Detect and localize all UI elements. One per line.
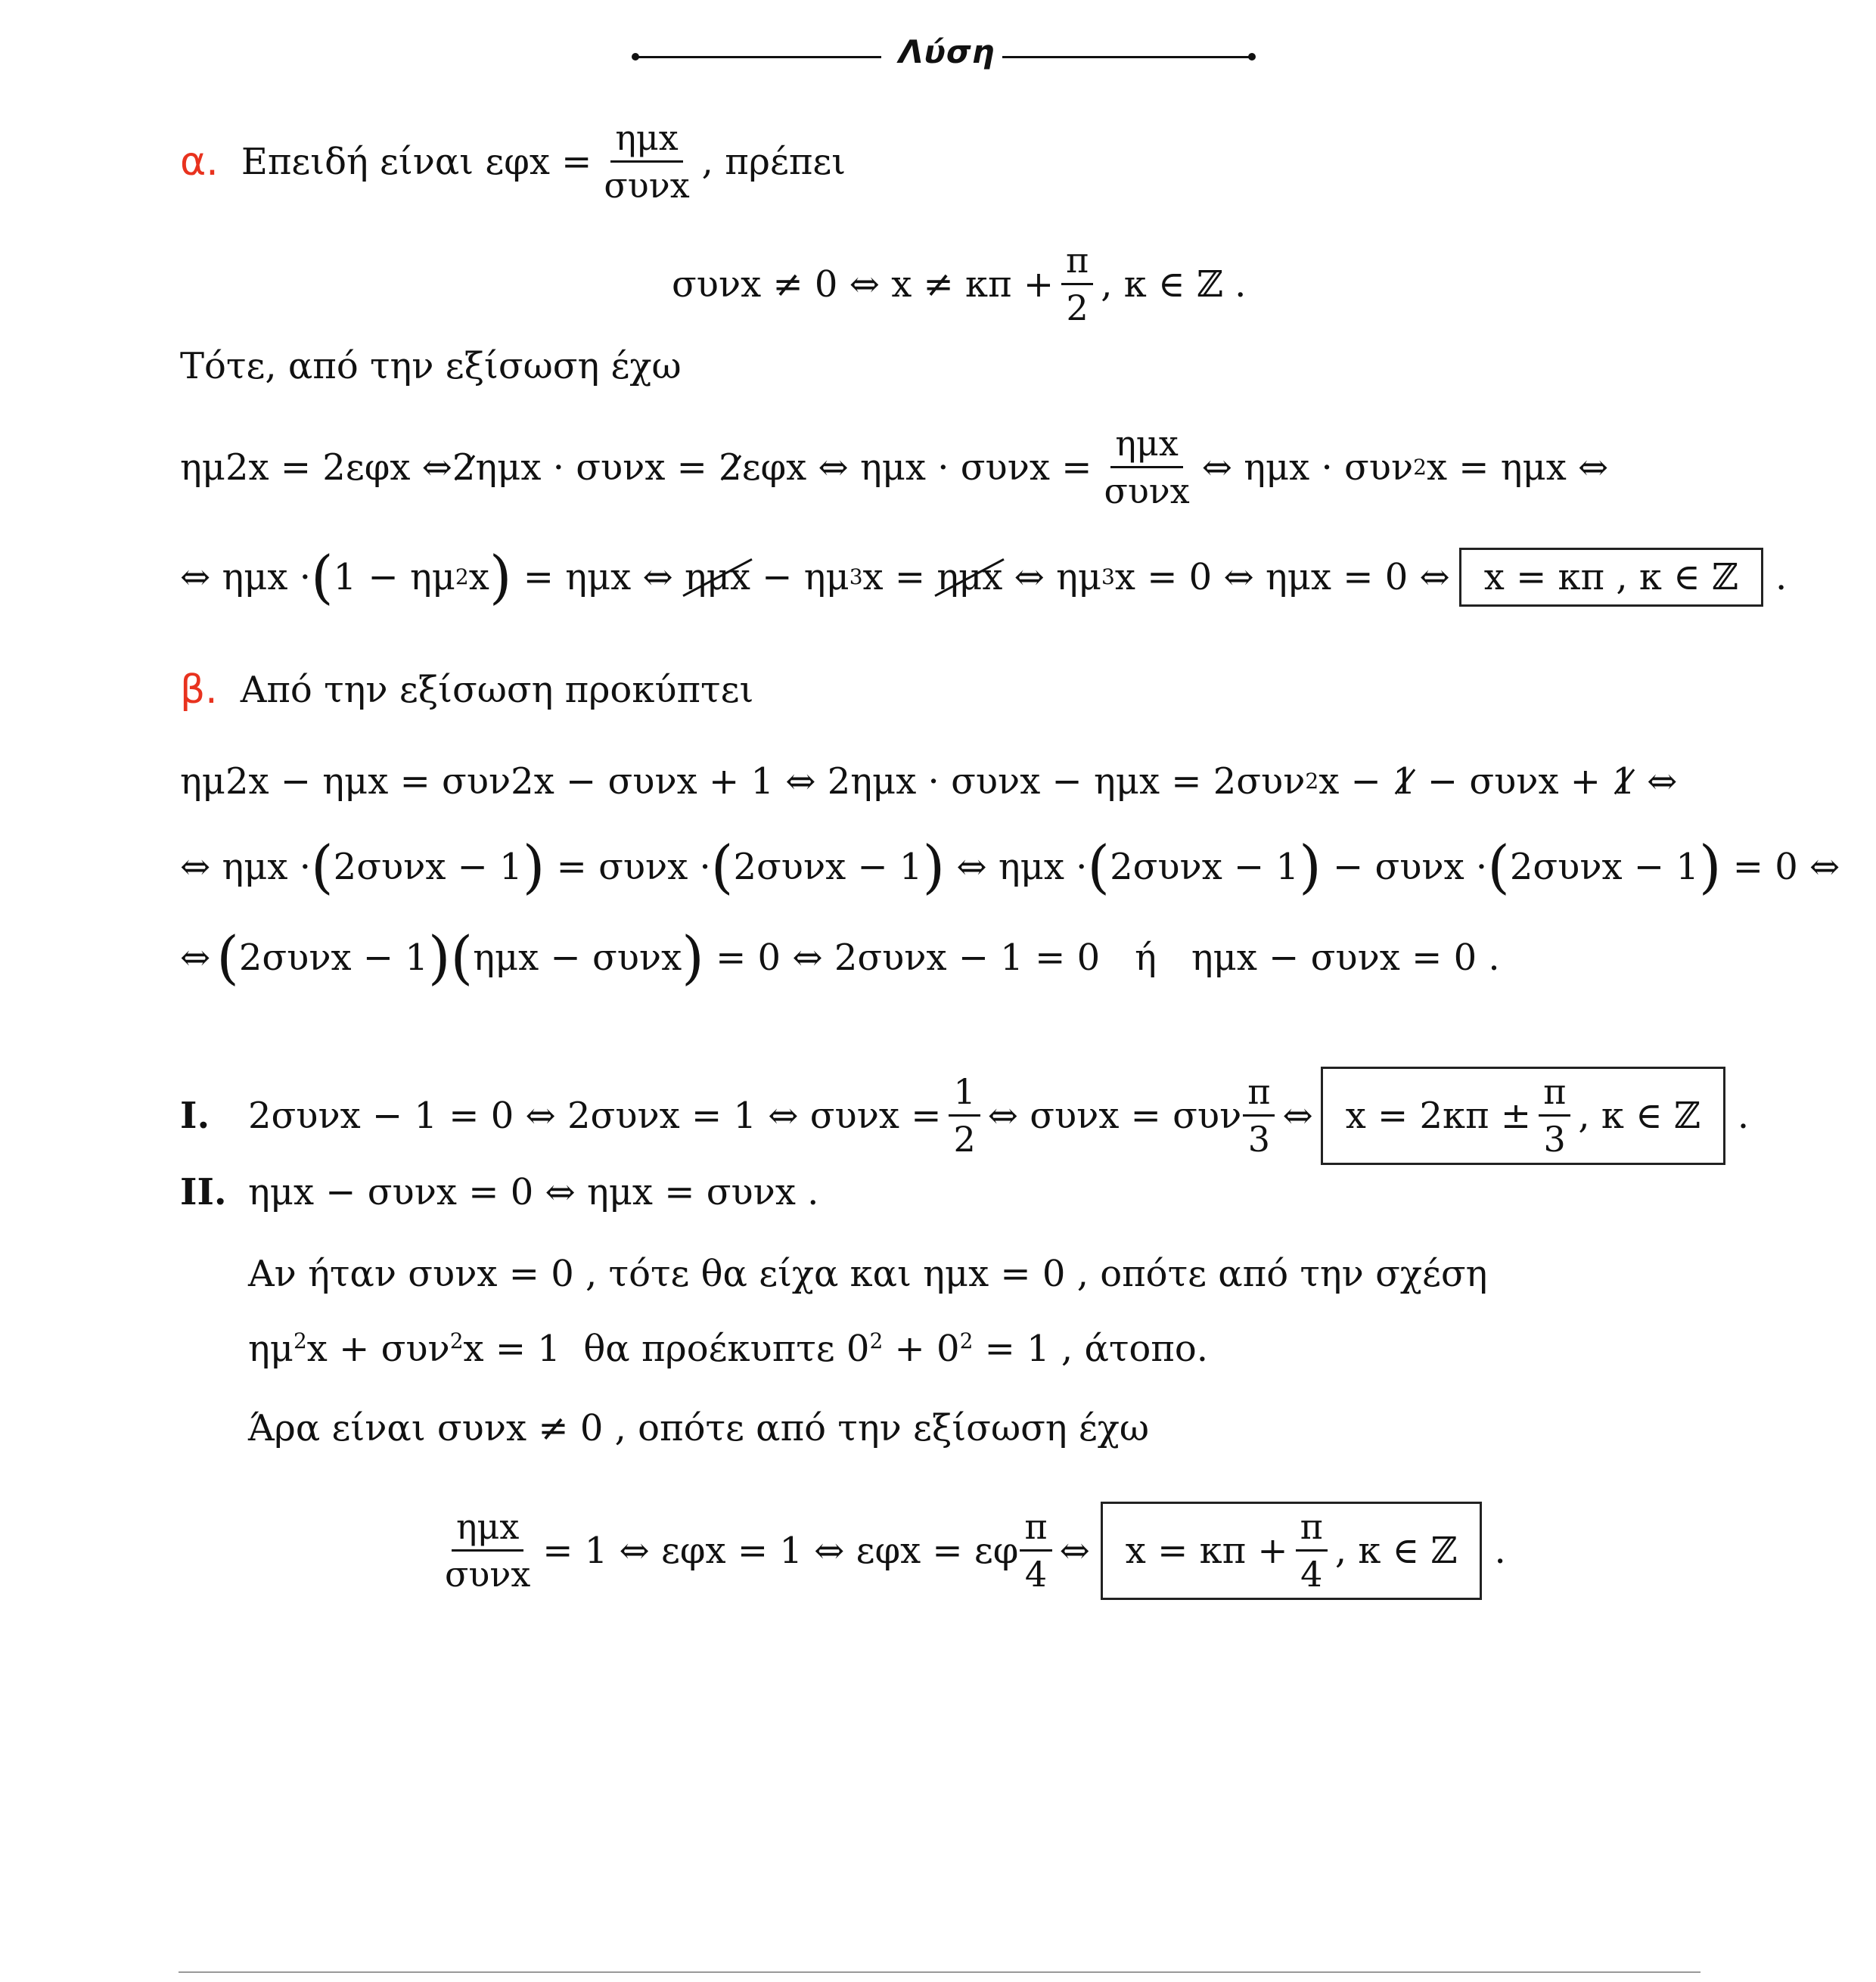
beta-label: β. — [180, 667, 218, 713]
cancelled-two: 2 — [719, 446, 742, 489]
header-right-rule — [1002, 56, 1252, 58]
beta-intro: β. Από την εξίσωση προκύπτει — [180, 667, 754, 713]
alpha-condition: συνx ≠ 0 ⇔ x ≠ κπ + $\frac{\pi}{2}$ , κ ∈ ℤ . — [672, 240, 1247, 329]
header-title: Λύση — [899, 33, 995, 70]
final-result-box: x = κπ + $\frac{\pi}{4}$ , κ ∈ ℤ — [1101, 1502, 1483, 1600]
case-1-label: I. — [180, 1094, 210, 1137]
alpha-intro-text: Επειδή είναι εφx = — [241, 140, 592, 183]
case-2-text-2: $\eta\mu^2x + \sigma\upsilon\nu^2x = 1$ θα προέκυπτε $0^2 + 0^2 = 1$ , άτοπο. — [248, 1328, 1209, 1370]
cancelled-term: ημx — [936, 556, 1003, 598]
cancelled-term: ημx — [684, 556, 750, 598]
case-1-fraction-pi: $\frac{\pi}{3}$ — [1243, 1073, 1275, 1158]
case-2-text-1: Αν ήταν συνx = 0 , τότε θα είχα και ημx = 0 , οπότε από την σχέση — [248, 1253, 1488, 1295]
alpha-condition-fraction: $\frac{\pi}{2}$ — [1061, 242, 1093, 327]
case-2-final-equation: $\frac{\text{ημx}}{\text{συνx}}$ = 1 ⇔ εφx = 1 ⇔ εφx = εφ $\frac{\pi}{4}$ ⇔ x = κπ + $\frac{\pi}{4}$ , κ ∈ ℤ . — [433, 1502, 1506, 1600]
case-2: II. ημx − συνx = 0 ⇔ ημx = συνx . — [180, 1171, 819, 1213]
alpha-intro-fraction: $\frac{\text{ημx}}{\text{συνx}}$ — [604, 117, 690, 207]
case-1: I. 2συνx − 1 = 0 ⇔ 2συνx = 1 ⇔ συνx = $\frac{1}{2}$ ⇔ συνx = συν $\frac{\pi}{3}$ ⇔ x = 2κπ ± $\frac{\pi}{3}$ , κ ∈ ℤ . — [180, 1067, 1749, 1165]
alpha-equation-1-fraction: $\frac{\text{ημx}}{\text{συνx}}$ — [1104, 423, 1190, 512]
case-1-result-box: x = 2κπ ± $\frac{\pi}{3}$ , κ ∈ ℤ — [1321, 1067, 1725, 1165]
header-right-dot — [1248, 53, 1256, 61]
alpha-equation-2: ⇔ ημx · ( 1 − ημ 2 x ) = ημx ⇔ ημx − ημ 3 x = ημx ⇔ ημ 3 x = 0 ⇔ ημx = 0 ⇔ x = κπ , κ ∈ ℤ . — [180, 543, 1787, 610]
alpha-then-text: Τότε, από την εξίσωση έχω — [180, 345, 682, 387]
footer-rule — [179, 1971, 1701, 1973]
header-left-rule — [635, 56, 881, 58]
case-2-label: II. — [180, 1171, 227, 1213]
case-1-fraction: $\frac{1}{2}$ — [949, 1073, 980, 1158]
alpha-result-box: x = κπ , κ ∈ ℤ — [1459, 548, 1763, 607]
beta-equation-2: ⇔ ημx · ( 2συνx − 1 ) = συνx · ( 2συνx − 1 ) ⇔ ημx · ( 2συνx − 1 ) − συνx · ( 2συνx − 1 ) = 0 ⇔ — [180, 833, 1840, 900]
alpha-equation-1: ημ2x = 2εφx ⇔ 2 ημx · συνx = 2 εφx ⇔ ημx · συνx = $\frac{\text{ημx}}{\text{συνx}}$ ⇔ ημx · συν 2 x = ημx ⇔ — [180, 423, 1609, 512]
final-fraction-pi: $\frac{\pi}{4}$ — [1020, 1508, 1051, 1593]
cancelled-one: 1 — [1612, 760, 1635, 803]
cancelled-two: 2 — [452, 446, 476, 489]
beta-equation-1: ημ2x − ημx = συν2x − συνx + 1 ⇔ 2ημx · συνx − ημx = 2συν 2 x − 1 − συνx + 1 ⇔ — [180, 760, 1678, 803]
alpha-intro — [180, 117, 846, 207]
cancelled-one: 1 — [1393, 760, 1416, 803]
final-fraction: $\frac{\text{ημx}}{\text{συνx}}$ — [445, 1506, 531, 1595]
alpha-label: α. — [180, 138, 219, 185]
case-2-text-3: Άρα είναι συνx ≠ 0 , οπότε από την εξίσωση έχω — [248, 1407, 1149, 1449]
beta-equation-3: ⇔ ( 2συνx − 1 )( ημx − συνx ) = 0 ⇔ 2συνx − 1 = 0 ή ημx − συνx = 0 . — [180, 924, 1500, 991]
alpha-intro-tail: , πρέπει — [701, 140, 846, 183]
